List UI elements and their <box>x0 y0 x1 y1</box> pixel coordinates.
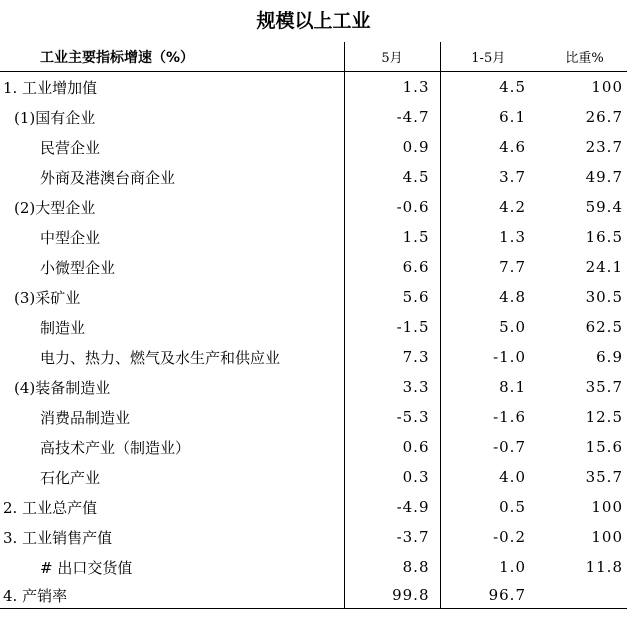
row-label: 外商及港澳台商企业 <box>40 168 176 187</box>
cell-ytd: 4.0 <box>440 462 536 492</box>
cell-share: 30.5 <box>585 288 623 306</box>
cell-share: 15.6 <box>585 438 623 456</box>
cell-ytd: 96.7 <box>440 582 536 609</box>
row-label: (2)大型企业 <box>14 198 96 217</box>
table-row <box>0 582 627 609</box>
cell-may: 3.3 <box>344 372 440 402</box>
cell-may: 4.5 <box>344 162 440 192</box>
cell-ytd: -1.0 <box>440 342 536 372</box>
cell-share: 16.5 <box>585 228 623 246</box>
row-label: 民营企业 <box>40 138 101 157</box>
row-label: 石化产业 <box>40 468 101 487</box>
row-label: 小微型企业 <box>40 258 116 277</box>
cell-may: 99.8 <box>344 582 440 609</box>
cell-ytd: 4.5 <box>440 72 536 103</box>
row-label: 4. 产销率 <box>0 582 344 609</box>
table-row <box>0 162 627 192</box>
cell-ytd: 4.2 <box>440 192 536 222</box>
cell-may: -3.7 <box>344 522 440 552</box>
cell-ytd: 3.7 <box>440 162 536 192</box>
row-label: 消费品制造业 <box>40 408 131 427</box>
cell-share: 26.7 <box>585 108 623 126</box>
cell-share: 100 <box>591 78 623 96</box>
page-title: 规模以上工业 <box>256 10 371 32</box>
row-label: (4)装备制造业 <box>14 378 111 397</box>
table-row <box>0 432 627 462</box>
row-label: 电力、热力、燃气及水生产和供应业 <box>40 348 281 367</box>
table-row <box>0 342 627 372</box>
cell-ytd: -0.7 <box>440 432 536 462</box>
cell-share <box>536 582 627 609</box>
row-label: 1. 工业增加值 <box>3 78 98 97</box>
cell-ytd: -0.2 <box>440 522 536 552</box>
table-row <box>0 552 627 582</box>
cell-share: 11.8 <box>585 558 623 576</box>
table-header-row <box>0 42 627 72</box>
cell-ytd: 0.5 <box>440 492 536 522</box>
table-row <box>0 402 627 432</box>
cell-share: 12.5 <box>585 408 623 426</box>
table-row <box>0 282 627 312</box>
cell-may: 1.3 <box>344 72 440 103</box>
header-share: 比重% <box>536 42 627 72</box>
cell-may: 0.3 <box>344 462 440 492</box>
cell-share: 23.7 <box>585 138 623 156</box>
cell-share: 100 <box>591 528 623 546</box>
table-row <box>0 522 627 552</box>
cell-ytd: 1.0 <box>440 552 536 582</box>
header-indicator: 工业主要指标增速（%） <box>0 42 344 72</box>
header-may: 5月 <box>344 42 440 72</box>
industry-stats-table <box>0 42 627 609</box>
cell-share: 6.9 <box>596 348 623 366</box>
cell-ytd: 4.6 <box>440 132 536 162</box>
cell-ytd: 8.1 <box>440 372 536 402</box>
cell-may: -5.3 <box>344 402 440 432</box>
cell-ytd: 7.7 <box>440 252 536 282</box>
cell-may: -1.5 <box>344 312 440 342</box>
cell-ytd: 4.8 <box>440 282 536 312</box>
cell-share: 100 <box>591 498 623 516</box>
table-row <box>0 492 627 522</box>
table-row <box>0 372 627 402</box>
table-body <box>0 72 627 609</box>
row-label: (1)国有企业 <box>14 108 96 127</box>
table-row <box>0 192 627 222</box>
row-label: # 出口交货值 <box>40 558 133 577</box>
cell-share: 35.7 <box>585 468 623 486</box>
cell-share: 35.7 <box>585 378 623 396</box>
row-label: (3)采矿业 <box>14 288 81 307</box>
row-label: 中型企业 <box>40 228 101 247</box>
cell-ytd: -1.6 <box>440 402 536 432</box>
table-row <box>0 132 627 162</box>
table-row <box>0 72 627 103</box>
table-row <box>0 102 627 132</box>
cell-may: 6.6 <box>344 252 440 282</box>
row-label: 2. 工业总产值 <box>3 498 98 517</box>
cell-ytd: 5.0 <box>440 312 536 342</box>
cell-may: 0.6 <box>344 432 440 462</box>
cell-may: 7.3 <box>344 342 440 372</box>
row-label: 高技术产业（制造业） <box>40 438 191 457</box>
cell-may: -4.9 <box>344 492 440 522</box>
cell-may: 0.9 <box>344 132 440 162</box>
cell-may: 5.6 <box>344 282 440 312</box>
cell-share: 49.7 <box>585 168 623 186</box>
table-row <box>0 462 627 492</box>
cell-share: 24.1 <box>585 258 623 276</box>
cell-may: -0.6 <box>344 192 440 222</box>
table-row <box>0 252 627 282</box>
cell-may: 8.8 <box>344 552 440 582</box>
cell-share: 59.4 <box>585 198 623 216</box>
row-label: 制造业 <box>40 318 86 337</box>
table-row <box>0 312 627 342</box>
row-label: 3. 工业销售产值 <box>3 528 113 547</box>
table-row <box>0 222 627 252</box>
cell-ytd: 6.1 <box>440 102 536 132</box>
cell-may: 1.5 <box>344 222 440 252</box>
cell-ytd: 1.3 <box>440 222 536 252</box>
header-ytd: 1-5月 <box>440 42 536 72</box>
cell-share: 62.5 <box>585 318 623 336</box>
cell-may: -4.7 <box>344 102 440 132</box>
